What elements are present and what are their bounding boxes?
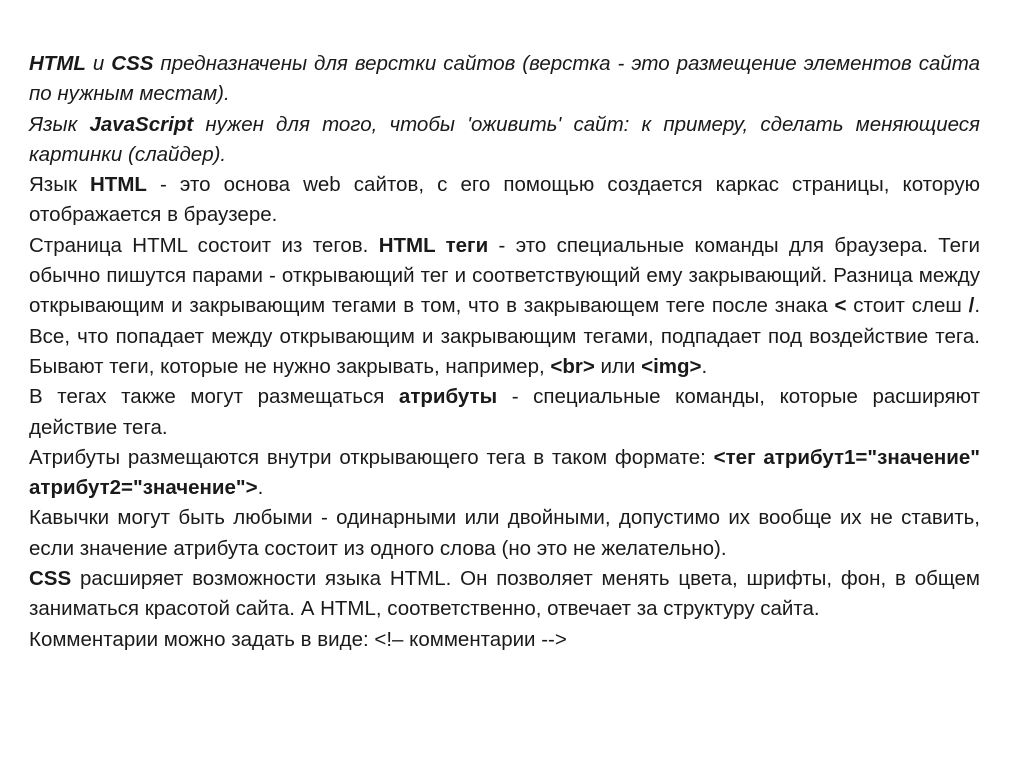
text-segment: Кавычки могут быть любыми - одинарными или двойными, допустимо их вообще их не ставить, если значение атрибута состоит из одного слова (но это не желательно).	[29, 506, 980, 560]
text-segment: - это основа web сайтов, с его помощью создается каркас страницы, которую отображается в браузере.	[29, 173, 981, 227]
paragraph-attribute-format	[29, 443, 980, 504]
bold-text-segment: CSS	[29, 567, 72, 591]
text-segment: стоит слеш	[846, 294, 969, 318]
paragraph-comments	[29, 625, 980, 655]
text-segment: .	[701, 354, 708, 378]
text-segment: . Все, что попадает между открывающим и закрывающим тегами, подпадает под воздействие тега. Бывают теги, которые не нужно закрывать, например,	[29, 294, 981, 378]
text-segment: предназначены для верстки сайтов (верстка - это размещение элементов сайта по нужным местам).	[29, 52, 980, 106]
bold-text-segment: атрибуты	[398, 385, 498, 409]
bold-text-segment: <тег атрибут1="значение" атрибут2="значение">	[29, 445, 980, 500]
paragraph-html-basis	[29, 170, 980, 231]
paragraph-attributes	[29, 382, 980, 443]
paragraph-css	[29, 564, 980, 625]
paragraph-html-tags	[29, 231, 980, 382]
text-segment: Комментарии можно задать в виде: <!– комментарии -->	[29, 627, 567, 651]
text-segment: Атрибуты размещаются внутри открывающего тега в таком формате:	[29, 445, 714, 469]
bold-text-segment: HTML	[29, 52, 86, 75]
text-segment: - это специальные команды для браузера. Теги обычно пишутся парами - открывающий тег и соответствующий ему закрывающий. Разница между открывающим и закрывающим тегами в том, что в закрывающем теге после знака	[29, 233, 981, 318]
bold-text-segment: CSS	[111, 52, 154, 75]
bold-text-segment: HTML	[90, 173, 147, 197]
bold-text-segment: <br>	[550, 354, 595, 378]
bold-text-segment: <img>	[641, 354, 702, 378]
text-segment: Язык	[29, 173, 90, 197]
paragraph-javascript	[29, 110, 980, 171]
text-segment: Язык	[29, 112, 90, 136]
paragraph-html-css-intro	[29, 49, 980, 110]
bold-text-segment: /	[968, 294, 975, 318]
slide-content	[29, 49, 980, 655]
text-segment: В тегах также могут размещаться	[29, 385, 399, 409]
paragraph-quotes	[29, 503, 980, 564]
text-segment: или	[594, 354, 642, 378]
text-segment: нужен для того, чтобы 'оживить' сайт: к примеру, сделать меняющиеся картинки (слайдер).	[29, 112, 980, 166]
text-segment: и	[85, 52, 112, 75]
bold-text-segment: HTML теги	[378, 233, 489, 257]
text-segment: расширяет возможности языка HTML. Он позволяет менять цвета, шрифты, фон, в общем заниматься красотой сайта. А HTML, соответственно, отвечает за структуру сайта.	[29, 567, 980, 621]
bold-text-segment: JavaScript	[89, 112, 194, 136]
text-segment: - специальные команды, которые расширяют действие тега.	[29, 385, 980, 439]
text-segment: .	[257, 476, 264, 500]
text-segment: Страница HTML состоит из тегов.	[29, 233, 379, 257]
bold-text-segment: <	[834, 294, 847, 318]
